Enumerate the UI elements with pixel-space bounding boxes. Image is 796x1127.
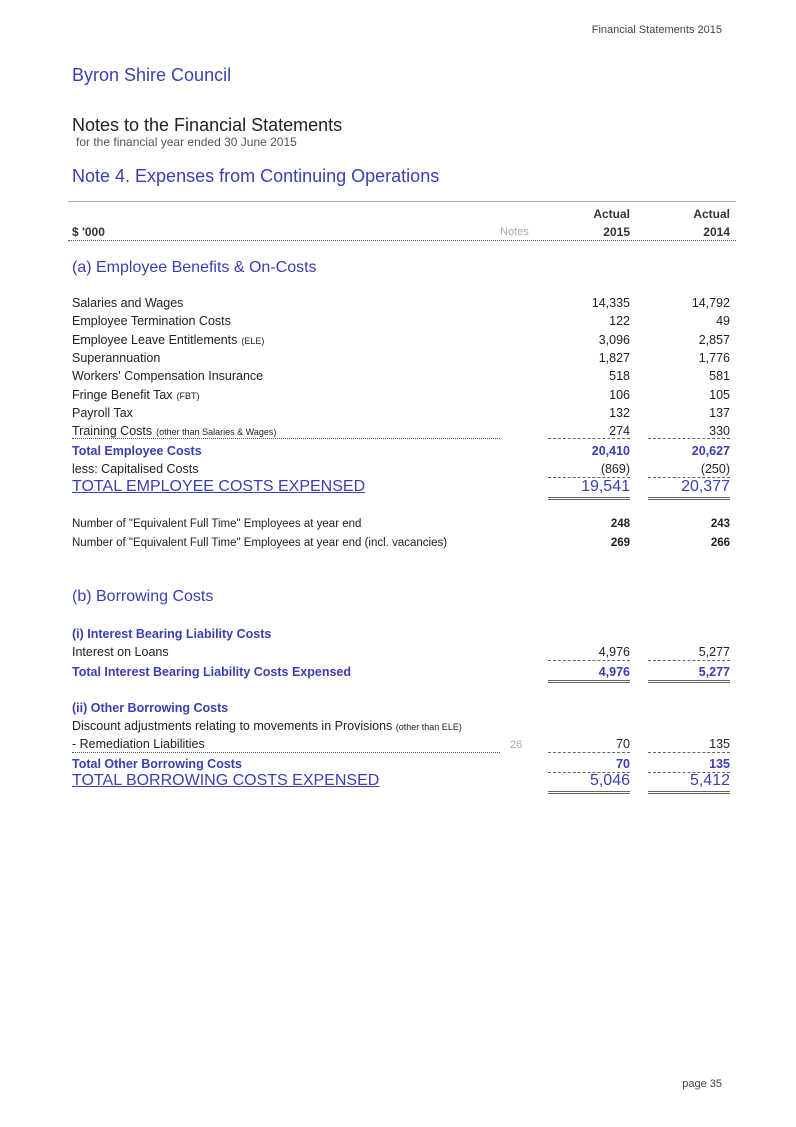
rule (548, 791, 630, 794)
employee-row-2015: 274 (609, 424, 630, 439)
total-employee-costs-expensed-2014: 20,377 (681, 478, 730, 495)
employee-row-2015: 14,335 (591, 296, 630, 310)
fte-2014: 243 (710, 518, 730, 530)
employee-row-2014: 2,857 (698, 332, 730, 347)
employee-row-label (72, 314, 231, 328)
employee-row-2014: 1,776 (698, 350, 730, 365)
interest-on-loans-2015: 4,976 (598, 645, 630, 659)
total-employee-costs-expensed-label: TOTAL EMPLOYEE COSTS EXPENSED (72, 478, 366, 495)
rule (648, 752, 730, 753)
employee-row-label-text: Employee Leave Entitlements (72, 332, 238, 347)
employee-row-2014: 581 (709, 369, 730, 384)
employee-row-label (72, 388, 200, 402)
employee-row-2015: 122 (609, 314, 630, 329)
discount-adjustments-suffix: (other than ELE) (395, 722, 462, 732)
total-interest-bearing-2014: 5,277 (698, 665, 730, 679)
total-employee-costs-label: Total Employee Costs (72, 444, 202, 458)
rule (548, 497, 630, 500)
rule (548, 680, 630, 683)
employee-row-2015: 132 (609, 405, 630, 420)
col-actual-2014-label: Actual (693, 207, 730, 221)
employee-row-label-text: Employee Termination Costs (72, 314, 231, 329)
discount-adjustments-text: Discount adjustments relating to movements in Provisions (72, 719, 393, 733)
employee-row-2014: 14,792 (691, 296, 730, 310)
interest-on-loans-2014: 5,277 (698, 645, 730, 659)
rule (648, 497, 730, 500)
remediation-label: - Remediation Liabilities (72, 737, 205, 751)
employee-row-label (72, 424, 276, 438)
total-interest-bearing-label: Total Interest Bearing Liability Costs Expensed (72, 665, 351, 679)
fte-incl-vacancies-2014: 266 (710, 537, 730, 549)
employee-row-label-suffix: (ELE) (241, 335, 265, 346)
employee-row-label-suffix: (FBT) (176, 390, 200, 401)
capitalised-costs-2014: (250) (700, 462, 730, 476)
rule (548, 438, 630, 439)
employee-row-2014: 49 (716, 314, 730, 329)
fte-label: Number of "Equivalent Full Time" Employees at year end (72, 518, 362, 530)
rule (648, 438, 730, 439)
rule (648, 680, 730, 683)
remediation-note-ref: 26 (510, 739, 523, 751)
rule (72, 438, 500, 439)
discount-adjustments-label (72, 719, 462, 733)
total-other-borrowing-2015: 70 (616, 757, 630, 771)
employee-row-label (72, 369, 263, 383)
employee-row-label (72, 333, 264, 347)
col-actual-2015-label: Actual (593, 207, 630, 221)
employee-row-label-text: Superannuation (72, 350, 161, 365)
capitalised-costs-label: less: Capitalised Costs (72, 462, 199, 476)
total-interest-bearing-2015: 4,976 (598, 665, 630, 679)
employee-row-label-text: Fringe Benefit Tax (72, 387, 173, 402)
fte-2015: 248 (610, 518, 630, 530)
rule (548, 752, 630, 753)
total-employee-costs-expensed-2015: 19,541 (581, 478, 630, 495)
statement-title: Notes to the Financial Statements (72, 115, 343, 135)
employee-row-2014: 105 (709, 387, 730, 402)
rule (548, 660, 630, 661)
statement-subtitle: for the financial year ended 30 June 2015 (76, 135, 297, 149)
employee-row-label-text: Workers' Compensation Insurance (72, 369, 264, 384)
employee-row-label (72, 296, 183, 310)
interest-on-loans-label: Interest on Loans (72, 645, 169, 659)
employee-row-label-text: Payroll Tax (72, 405, 133, 420)
notes-column-label: Notes (500, 226, 529, 238)
employee-row-label (72, 406, 133, 420)
header-top-rule (68, 201, 736, 202)
col-year-2014: 2014 (703, 225, 730, 239)
capitalised-costs-2015: (869) (600, 462, 630, 476)
employee-row-label-text: Salaries and Wages (72, 296, 184, 310)
fte-incl-vacancies-label: Number of "Equivalent Full Time" Employees at year end (incl. vacancies) (72, 537, 448, 549)
currency-label: $ '000 (72, 225, 105, 239)
borrowing-section-heading: (b) Borrowing Costs (72, 588, 214, 605)
document-title: Financial Statements 2015 (591, 24, 722, 36)
employee-row-label-text: Training Costs (72, 424, 153, 439)
interest-bearing-subheading: (i) Interest Bearing Liability Costs (72, 627, 272, 641)
header-bottom-rule (68, 240, 736, 241)
rule (648, 660, 730, 661)
employee-section-heading: (a) Employee Benefits & On-Costs (72, 259, 317, 276)
remediation-2014: 135 (709, 737, 730, 751)
organization-name: Byron Shire Council (72, 65, 232, 85)
employee-row-2015: 106 (609, 387, 630, 402)
remediation-2015: 70 (616, 737, 630, 751)
col-year-2015: 2015 (603, 225, 630, 239)
total-employee-costs-2015: 20,410 (591, 444, 630, 458)
other-borrowing-subheading: (ii) Other Borrowing Costs (72, 701, 229, 715)
total-borrowing-expensed-2015: 5,046 (589, 772, 630, 789)
page-number: page 35 (682, 1078, 722, 1090)
total-employee-costs-2014: 20,627 (691, 444, 730, 458)
total-borrowing-expensed-label: TOTAL BORROWING COSTS EXPENSED (72, 772, 380, 789)
note-title: Note 4. Expenses from Continuing Operations (72, 166, 440, 186)
employee-row-2015: 518 (609, 369, 630, 384)
total-other-borrowing-2014: 135 (709, 757, 730, 771)
total-borrowing-expensed-2014: 5,412 (689, 772, 730, 789)
employee-row-2015: 3,096 (598, 332, 630, 347)
employee-row-2014: 137 (709, 405, 730, 420)
rule (72, 752, 500, 753)
employee-row-2014: 330 (709, 424, 730, 439)
total-other-borrowing-label: Total Other Borrowing Costs (72, 757, 242, 771)
fte-incl-vacancies-2015: 269 (610, 537, 630, 549)
employee-row-label-suffix: (other than Salaries & Wages) (156, 427, 277, 438)
employee-row-label (72, 351, 160, 365)
rule (648, 791, 730, 794)
employee-row-2015: 1,827 (598, 350, 630, 365)
